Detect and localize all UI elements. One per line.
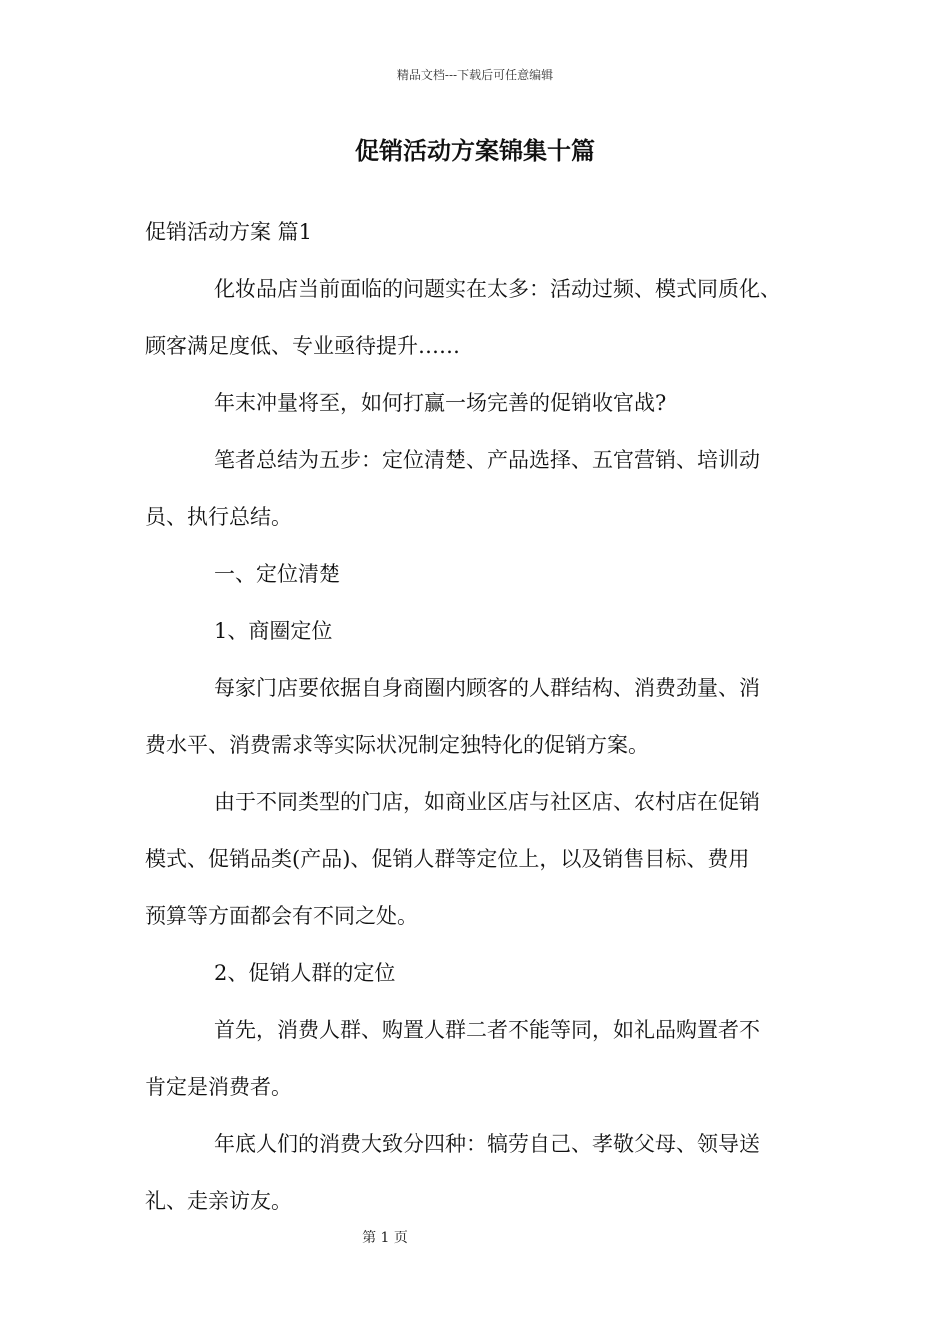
document-body [145, 204, 805, 1230]
paragraph-line: 模式、促销品类(产品)、促销人群等定位上，以及销售目标、费用 [145, 847, 750, 871]
paragraph-line: 由于不同类型的门店，如商业区店与社区店、农村店在促销 [214, 790, 760, 814]
paragraph-line: 预算等方面都会有不同之处。 [145, 904, 418, 928]
paragraph-line: 年底人们的消费大致分四种：犒劳自己、孝敬父母、领导送 [214, 1132, 760, 1156]
paragraph-line: 肯定是消费者。 [145, 1075, 292, 1099]
paragraph-line: 笔者总结为五步：定位清楚、产品选择、五官营销、培训动 [214, 448, 760, 472]
page-number: 第 1 页 [362, 1230, 408, 1246]
subsection-heading: 1、商圈定位 [214, 619, 333, 643]
page-header: 精品文档---下载后可任意编辑 [396, 68, 554, 82]
paragraph-line: 每家门店要依据自身商圈内顾客的人群结构、消费劲量、消 [214, 676, 760, 700]
paragraph-line: 年末冲量将至，如何打赢一场完善的促销收官战? [214, 391, 667, 415]
section-heading: 促销活动方案 篇1 [145, 220, 313, 244]
paragraph-line: 化妆品店当前面临的问题实在太多：活动过频、模式同质化、 [214, 277, 781, 301]
paragraph-line: 员、执行总结。 [145, 505, 292, 529]
subsection-heading: 一、定位清楚 [214, 562, 340, 586]
paragraph-line: 费水平、消费需求等实际状况制定独特化的促销方案。 [145, 733, 649, 757]
document-title: 促销活动方案锦集十篇 [355, 136, 595, 165]
paragraph-line: 首先，消费人群、购置人群二者不能等同，如礼品购置者不 [214, 1018, 760, 1042]
paragraph-line: 顾客满足度低、专业亟待提升…… [145, 334, 460, 358]
paragraph-line: 礼、走亲访友。 [145, 1189, 292, 1213]
subsection-heading: 2、促销人群的定位 [214, 961, 396, 985]
